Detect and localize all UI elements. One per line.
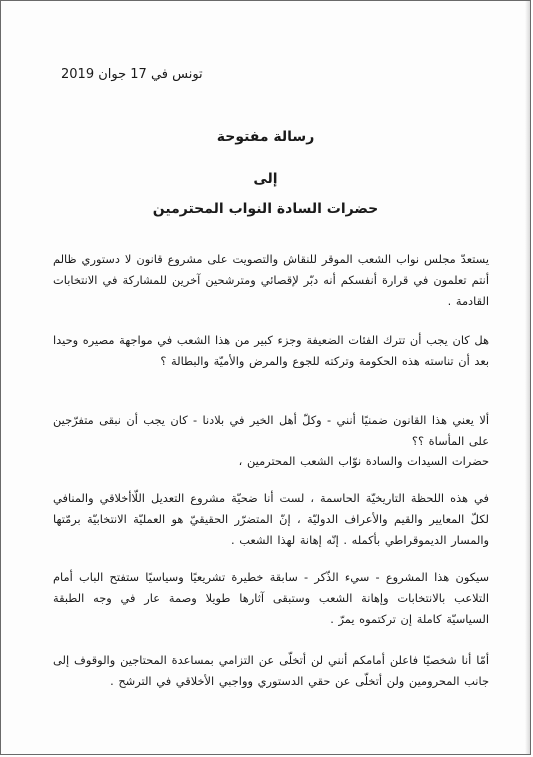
paragraph-5: في هذه اللحظة التاريخيّة الحاسمة ، لست أنا ضحيّة مشروع التعديل اللّاأخلاقي والمنافي لكلّ المعايير والقيم والأعراف الدوليّة ، إنّ المتضرّر الحقيقيّ هو العمليّة الانتخابيّة برمّتها والمسار الديموقراطي بأكمله . إنّه إهانة لهذا الشعب . (53, 491, 489, 547)
paragraph-1: يستعدّ مجلس نواب الشعب الموقر للنقاش والتصويت على مشروع قانون لا دستوري ظالم أنتم تعلمون في قرارة أنفسكم أنه دبّر لإقصائي ومترشحين آخرين للمشاركة في الانتخابات القادمة . (53, 252, 489, 308)
letter-title: رسالة مفتوحة (216, 129, 315, 145)
paragraph-6: سيكون هذا المشروع - سيء الذّكر - سابقة خطيرة تشريعيًا وسياسيًا ستفتح الباب أمام التلاعب بالانتخابات وإهانة الشعب وستبقى آثارها طويلا وصمة عار في وجه الطبقة السياسيّة كاملة إن تركتموه يمرّ . (53, 570, 489, 626)
paragraph-7: أمّا أنا شخصيًا فاعلن أمامكم أنني لن أتخلّى عن التزامي بمساعدة المحتاجين والوقوف إلى جانب المحرومين ولن أتخلّى عن حقي الدستوري وواجبي الأخلاقي في الترشح . (53, 653, 489, 688)
letter-recipient: حضرات السادة النواب المحترمين (152, 201, 379, 217)
paragraph-2: هل كان يجب أن تترك الفئات الضعيفة وجزء كبير من هذا الشعب في مواجهة مصيره وحيدا بعد أن تناسته هذه الحكومة وتركته للجوع والمرض والأميّة والبطالة ؟ (53, 333, 489, 368)
letter-date: تونس في 17 جوان 2019 (61, 67, 203, 82)
paragraph-3: ألا يعني هذا القانون ضمنيًا أنني - وكلّ أهل الخير في بلادنا - كان يجب أن نبقى متفرّجين على المأساة ؟؟ (53, 413, 489, 448)
paragraph-4-salutation: حضرات السيدات والسادة نوّاب الشعب المحترمين ، (238, 454, 489, 468)
letter-to: إلى (253, 171, 278, 187)
